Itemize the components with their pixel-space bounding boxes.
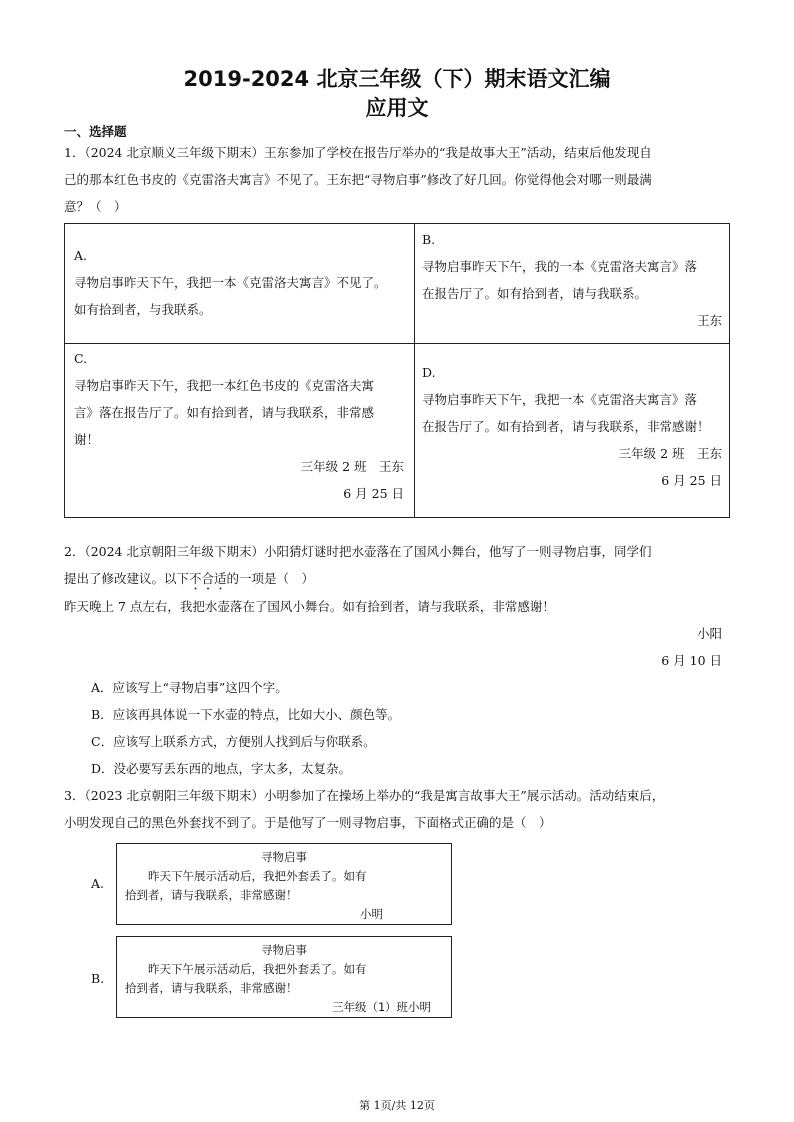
q3-stem-line: 小明发现自己的黑色外套找不到了。于是他写了一则寻物启事，下面格式正确的是（ ） xyxy=(64,815,552,830)
q1-option-d[interactable] xyxy=(422,359,722,494)
notice-text: 拾到者，请与我联系，非常感谢！ xyxy=(125,981,298,995)
notice-text: 拾到者，请与我联系，非常感谢！ xyxy=(125,888,298,902)
q2-option-b[interactable]: B．应该再具体说一下水壶的特点，比如大小、颜色等。 xyxy=(91,707,401,722)
option-label: D. xyxy=(422,365,436,380)
q2-emphasis-text: 不合适 xyxy=(189,571,227,586)
option-text: 如有拾到者，与我联系。 xyxy=(74,302,212,317)
q3-stem xyxy=(64,782,732,836)
q1-option-a[interactable] xyxy=(74,242,404,323)
notice-title: 寻物启事 xyxy=(261,850,307,864)
option-label: B. xyxy=(422,232,436,247)
q1-stem-line: 1．（2024 北京顺义三年级下期末）王东参加了学校在报告厅举办的“我是故事大王”活动，结束后他发现自 xyxy=(64,145,652,160)
option-date: 6 月 25 日 xyxy=(343,486,404,501)
notice-text: 昨天下午展示活动后，我把外套丢了。如有 xyxy=(148,869,367,883)
q1-stem xyxy=(64,139,732,220)
q2-notice-text: 昨天晚上 7 点左右，我把水壶落在了国风小舞台。如有拾到者，请与我联系，非常感谢！ xyxy=(64,599,555,614)
option-text: 寻物启事昨天下午，我把一本《克雷洛夫寓言》不见了。 xyxy=(74,275,387,290)
notice-signature: 小明 xyxy=(360,907,383,921)
option-signature: 三年级 2 班 王东 xyxy=(300,459,404,474)
option-text: 寻物启事昨天下午，我的一本《克雷洛夫寓言》落 xyxy=(422,259,698,274)
q3-option-b-label[interactable]: B. xyxy=(91,971,105,986)
notice-text: 昨天下午展示活动后，我把外套丢了。如有 xyxy=(148,962,367,976)
table-divider xyxy=(65,343,729,344)
option-text: 在报告厅了。如有拾到者，请与我联系，非常感谢！ xyxy=(422,419,710,434)
option-signature: 王东 xyxy=(696,313,722,328)
option-text: 言》落在报告厅了。如有拾到者，请与我联系，非常感 xyxy=(74,405,375,420)
q1-stem-line: 己的那本红色书皮的《克雷洛夫寓言》不见了。王东把“寻物启事”修改了好几回。你觉得他会对哪一则最满 xyxy=(64,172,652,187)
q2-notice-signature: 小阳 xyxy=(696,626,722,641)
q1-option-c[interactable] xyxy=(74,345,404,507)
notice-title: 寻物启事 xyxy=(261,943,307,957)
option-text: 谢！ xyxy=(74,432,100,447)
option-label: C. xyxy=(74,351,88,366)
q1-option-b[interactable] xyxy=(422,226,722,334)
q2-option-a[interactable]: A．应该写上“寻物启事”这四个字。 xyxy=(91,680,288,695)
q1-stem-line: 意？（ ） xyxy=(64,199,127,214)
page-number: 第 1页/共 12页 xyxy=(359,1099,435,1112)
title-line-1: 2019-2024 北京三年级（下）期末语文汇编 xyxy=(183,67,611,91)
q2-notice-date: 6 月 10 日 xyxy=(661,653,722,668)
option-signature: 三年级 2 班 王东 xyxy=(618,446,722,461)
q2-option-c[interactable]: C．应该写上联系方式，方便别人找到后与你联系。 xyxy=(91,734,376,749)
q2-stem xyxy=(64,538,732,674)
q1-options-table xyxy=(64,223,730,518)
title-line-2: 应用文 xyxy=(365,96,429,120)
q2-stem-text: 提出了修改建议。以下 xyxy=(64,571,190,586)
q3-stem-line: 3．（2023 北京朝阳三年级下期末）小明参加了在操场上举办的“我是寓言故事大王”展示活动。活动结束后， xyxy=(64,788,665,803)
table-divider xyxy=(414,224,415,517)
q3-option-a-label[interactable]: A. xyxy=(91,876,105,891)
q3-option-b-notice[interactable] xyxy=(116,936,452,1018)
q2-option-d[interactable]: D．没必要写丢东西的地点，字太多，太复杂。 xyxy=(91,761,352,776)
q2-stem-line: 2．（2024 北京朝阳三年级下期末）小阳猜灯谜时把水壶落在了国风小舞台，他写了一则寻物启事，同学们 xyxy=(64,544,652,559)
notice-signature: 三年级（1）班小明 xyxy=(332,1000,431,1014)
option-text: 寻物启事昨天下午，我把一本《克雷洛夫寓言》落 xyxy=(422,392,698,407)
option-date: 6 月 25 日 xyxy=(661,473,722,488)
q2-stem-line xyxy=(64,565,732,593)
q2-stem-text: 的一项是（ ） xyxy=(226,571,315,586)
option-text: 在报告厅了。如有拾到者，请与我联系。 xyxy=(422,286,648,301)
q3-option-a-notice[interactable] xyxy=(116,843,452,925)
section-heading: 一、选择题 xyxy=(64,124,127,139)
option-text: 寻物启事昨天下午，我把一本红色书皮的《克雷洛夫寓 xyxy=(74,378,375,393)
option-label: A. xyxy=(74,248,88,263)
